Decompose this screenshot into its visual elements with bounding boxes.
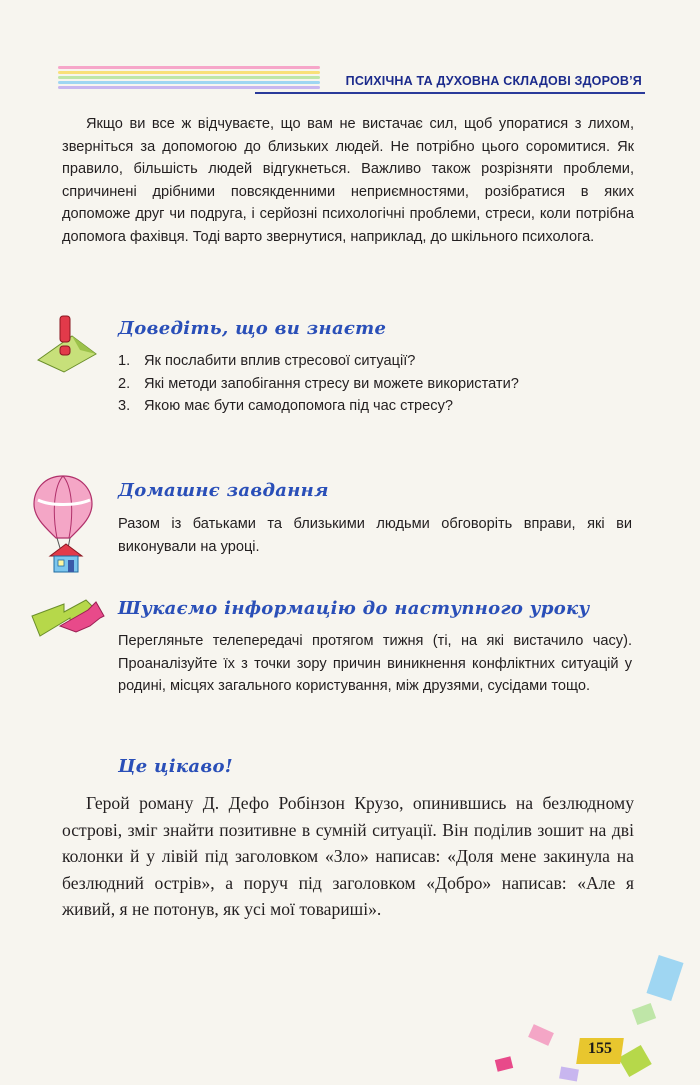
interesting-section-title: Це цікаво! [118, 756, 233, 777]
decoration-shape [559, 1067, 579, 1082]
decoration-shape [646, 955, 683, 1001]
search-section-title: Шукаємо інформацію до наступного уроку [118, 598, 590, 619]
list-item [118, 350, 638, 373]
interesting-text: Герой роману Д. Дефо Робінзон Крузо, опинившись на безлюдному острові, зміг знайти позитивне в сумній ситуації. Він поділив зошит на дві колонки й у лівій під заголовком «Зло» написав: «Доля мене закинула на безлюдний острів», а поруч під заголовком «Добро» написав: «Але я живий, я не потонув, як усі мої товариші». [62, 793, 634, 919]
intro-paragraph: Якщо ви все ж відчуваєте, що вам не вистачає сил, щоб упоратися з лихом, зверніться за допомогою до близьких людей. Не потрібно цього соромитися. Як правило, більшість людей відгукнеться. Важливо також розрізняти проблеми, спричинені дрібними повсякденними неприємностями, розібратися в яких допоможе друг чи подруга, і серйозні психологічні проблеми, стреси, коли потрібна допомога фахівця. Тоді варто звернутися, наприклад, до шкільного психолога. [62, 116, 634, 245]
exclamation-pyramid-icon [34, 314, 104, 374]
page-number: 155 [588, 1040, 612, 1057]
homework-text: Разом із батьками та близькими людьми обговоріть вправи, які ви виконували на уроці. [118, 516, 632, 555]
list-item [118, 395, 638, 418]
question-number: 1. [118, 353, 131, 369]
arrows-icon [30, 596, 106, 642]
question-text: Якою має бути самодопомога під час стресу? [144, 398, 454, 415]
question-number: 3. [118, 398, 131, 415]
hot-air-balloon-house-icon [30, 472, 100, 574]
search-text: Перегляньте телепередачі протягом тижня (ті, на які вистачило часу). Проаналізуйте їх з точки зору причин виникнення конфліктних ситуацій у родині, місцях загального користування, між друзями, сусідами тощо. [118, 633, 632, 695]
running-header: ПСИХІЧНА ТА ДУХОВНА СКЛАДОВІ ЗДОРОВ’Я [345, 74, 642, 88]
decoration-shape [528, 1024, 554, 1046]
header-rule [255, 92, 645, 94]
homework-section-title: Домашнє завдання [118, 480, 329, 501]
question-text: Як послабити вплив стресової ситуації? [144, 353, 416, 369]
question-number: 2. [118, 375, 131, 392]
questions-list [118, 350, 638, 418]
question-text: Які методи запобігання стресу ви можете використати? [144, 375, 519, 392]
prove-section-title: Доведіть, що ви знаєте [118, 318, 387, 339]
decoration-shape [495, 1056, 513, 1072]
decoration-shape [618, 1045, 652, 1077]
decoration-shape [632, 1003, 656, 1025]
list-item [118, 373, 638, 396]
